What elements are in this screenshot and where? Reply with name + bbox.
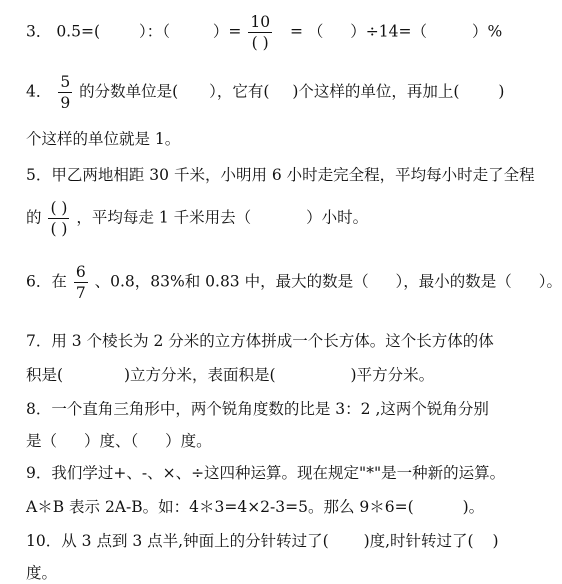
q4-fraction-denominator: 9 xyxy=(60,94,71,112)
q6-text-a: 6．在 xyxy=(26,272,67,291)
question-5-line-1: 5．甲乙两地相距 30 千米，小明用 6 小时走完全程，平均每小时走了全程 xyxy=(26,166,535,184)
q5-fraction-numerator: ( ) xyxy=(50,199,68,217)
q9-text-a: A＊B 表示 2A-B。如：4＊3=4×2-3=5。那么 9＊6=( xyxy=(26,498,414,516)
question-8-line-1: 8．一个直角三角形中，两个锐角度数的比是 3：2 ,这两个锐角分别 xyxy=(26,400,489,418)
q5-fraction-denominator: ( ) xyxy=(50,220,68,238)
q3-text-b: ）：（ xyxy=(138,22,170,41)
question-10 xyxy=(26,530,499,552)
q5-text-b: ，平均每走 1 千米用去（ xyxy=(76,208,252,227)
question-6 xyxy=(26,262,562,303)
q10-text-b: )度,时针转过了( xyxy=(363,532,474,550)
q3-text-d: = （ xyxy=(289,22,324,41)
q8-text-a: 是（ xyxy=(26,432,58,450)
q6-fraction-denominator: 7 xyxy=(75,284,86,302)
q4-fraction xyxy=(58,72,72,113)
q5-text-c: ）小时。 xyxy=(306,208,369,227)
q7-text-c: )平方分米。 xyxy=(350,366,435,384)
q4-number: 4． xyxy=(26,82,52,101)
q8-text-b: ）度、（ xyxy=(83,432,139,450)
q3-text-c: ）= xyxy=(212,22,242,41)
question-7-line-2 xyxy=(26,364,434,386)
q4-text-b: ），它有( xyxy=(209,82,270,101)
q4-text-a: 的分数单位是( xyxy=(79,82,179,101)
q4-text-c: )个这样的单位，再加上( xyxy=(292,82,460,101)
q4-fraction-numerator: 5 xyxy=(60,73,71,91)
question-10-line-2: 度。 xyxy=(26,564,58,582)
q9-text-b: )。 xyxy=(462,498,485,516)
question-4-line-2: 个这样的单位就是 1。 xyxy=(26,130,181,148)
q5-text-a: 的 xyxy=(26,208,42,227)
q6-text-c: ），最小的数是（ xyxy=(395,272,512,291)
q3-fraction-denominator: ( ) xyxy=(251,34,269,52)
question-9-line-1: 9．我们学过+、-、×、÷这四种运算。现在规定"*"是一种新的运算。 xyxy=(26,464,506,482)
q7-text-a: 积是( xyxy=(26,366,64,384)
q6-text-b: 、0.8，83%和 0.83 中，最大的数是（ xyxy=(94,272,369,291)
question-4 xyxy=(26,72,504,113)
q10-text-c: ) xyxy=(492,532,499,550)
q4-text-d: ) xyxy=(498,82,505,101)
q6-fraction xyxy=(74,262,88,303)
question-7-line-1: 7．用 3 个棱长为 2 分米的立方体拼成一个长方体。这个长方体的体 xyxy=(26,332,494,350)
q3-fraction-numerator: 10 xyxy=(250,13,271,31)
q3-text-e: ）÷14=（ xyxy=(350,22,427,41)
question-5-line-2 xyxy=(26,198,368,239)
question-9-line-2 xyxy=(26,496,484,518)
q5-fraction xyxy=(48,198,69,239)
q6-fraction-numerator: 6 xyxy=(75,263,86,281)
q3-text-f: ）% xyxy=(471,22,503,41)
q6-text-d: ）。 xyxy=(538,272,562,291)
q10-text-a: 10．从 3 点到 3 点半,钟面上的分针转过了( xyxy=(26,532,329,550)
question-8-line-2 xyxy=(26,430,212,452)
q3-number: 3． xyxy=(26,22,52,41)
q3-fraction xyxy=(248,12,272,53)
q3-text-a: 0.5=( xyxy=(56,22,100,41)
q8-text-c: ）度。 xyxy=(165,432,212,450)
q7-text-b: )立方分米，表面积是( xyxy=(124,366,276,384)
question-3 xyxy=(26,12,502,53)
